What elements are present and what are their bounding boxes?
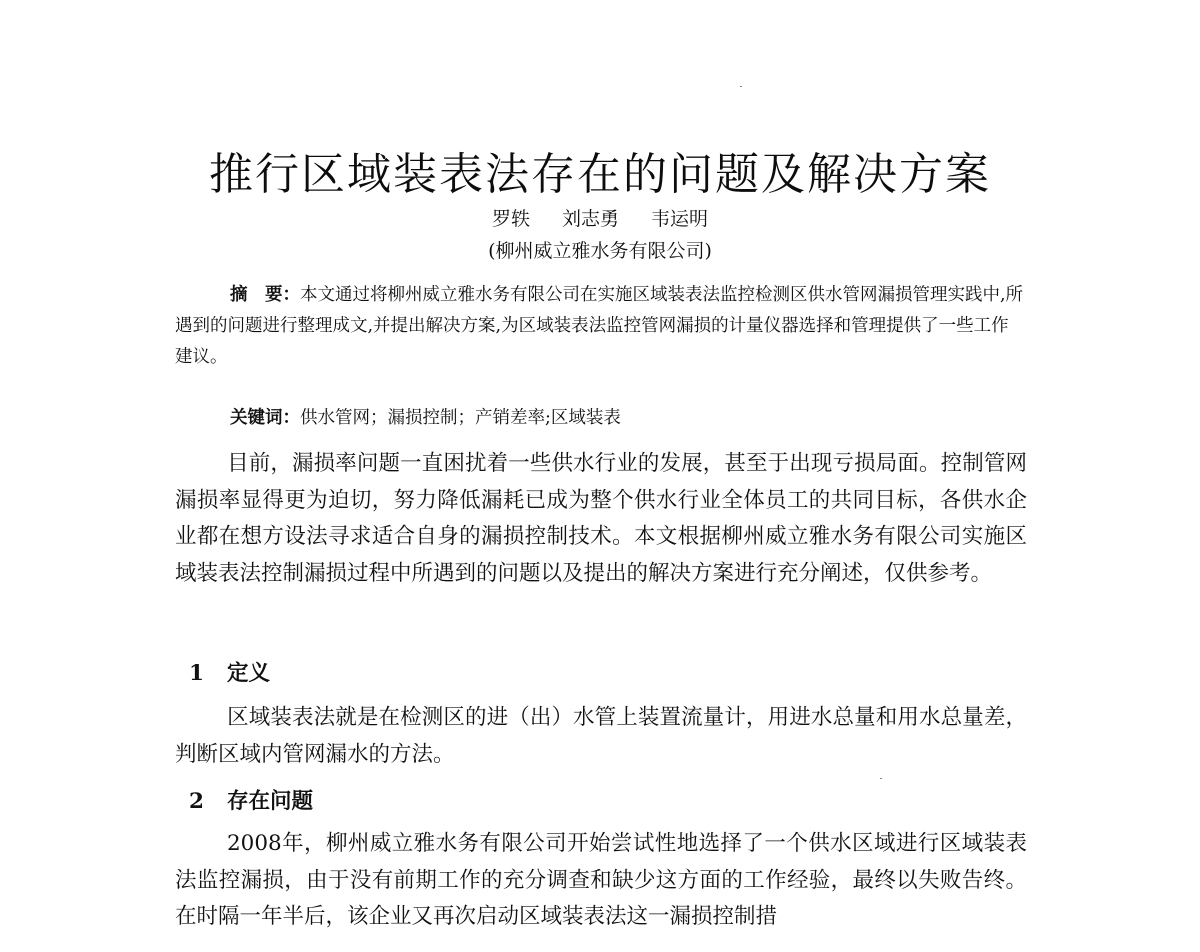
intro-paragraph-text: 目前，漏损率问题一直困扰着一些供水行业的发展，甚至于出现亏损局面。控制管网漏损率显得更为迫切，努力降低漏耗已成为整个供水行业全体员工的共同目标，各供水企业都在想方设法寻求适合自身的漏损控制技术。本文根据柳州威立雅水务有限公司实施区域装表法控制漏损过程中所遇到的问题以及提出的解决方案进行充分阐述，仅供参考。 <box>175 451 1027 586</box>
keywords <box>230 404 621 429</box>
section-1-title: 定义 <box>227 661 271 686</box>
section-2-text: 2008年，柳州威立雅水务有限公司开始尝试性地选择了一个供水区域进行区域装表法监控漏损，由于没有前期工作的充分调查和缺少这方面的工作经验，最终以失败告终。在时隔一年半后，该企业又再次启动区域装表法这一漏损控制措 <box>175 831 1027 929</box>
section-2-number: 2 <box>189 789 204 814</box>
paper-title: 推行区域装表法存在的问题及解决方案 <box>209 149 991 200</box>
intro-paragraph <box>175 446 1027 592</box>
paper-authors: 罗轶 刘志勇 韦运明 <box>491 208 709 230</box>
scan-speck <box>740 86 742 87</box>
abstract <box>175 280 1025 373</box>
section-2-heading <box>189 784 313 815</box>
scan-speck <box>880 778 882 779</box>
section-1-text: 区域装表法就是在检测区的进（出）水管上装置流量计，用进水总量和用水总量差，判断区域内管网漏水的方法。 <box>175 705 1027 767</box>
paper-affiliation: (柳州威立雅水务有限公司) <box>488 240 712 262</box>
keywords-text: 供水管网；漏损控制；产销差率;区域装表 <box>300 408 621 428</box>
section-1-number: 1 <box>189 661 204 686</box>
section-2-title: 存在问题 <box>227 789 314 814</box>
abstract-label: 摘 要： <box>230 285 300 305</box>
abstract-text: 本文通过将柳州威立雅水务有限公司在实施区域装表法监控检测区供水管网漏损管理实践中,所遇到的问题进行整理成文,并提出解决方案,为区域装表法监控管网漏损的计量仪器选择和管理提供了一些工作建议。 <box>175 285 1024 367</box>
keywords-label: 关键词： <box>230 408 300 428</box>
section-1-heading <box>189 656 270 687</box>
section-2-paragraph <box>175 826 1027 936</box>
section-1-paragraph <box>175 700 1027 773</box>
